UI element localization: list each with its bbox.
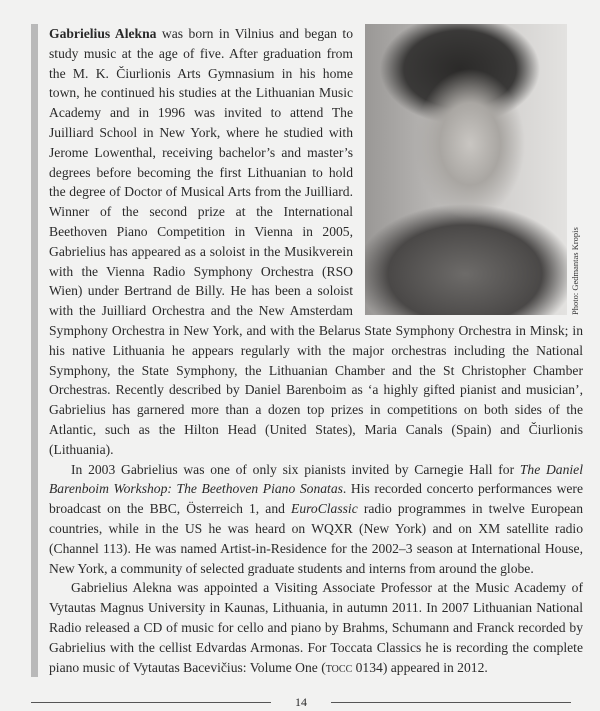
biography-text — [49, 24, 583, 677]
euroclassic: EuroClassic — [291, 501, 358, 517]
paragraph-2 — [49, 460, 583, 579]
portrait-photo — [365, 24, 580, 315]
workshop-title: The Daniel Barenboim Workshop: The Beethoven Piano Sonatas — [49, 461, 583, 497]
page-footer — [31, 693, 571, 711]
page — [31, 0, 583, 711]
p3-text-a: Gabrielius Alekna was appointed a Visiting Associate Professor at the Music Academy of Vytautas Magnus University in Kaunas, Lithuania, in autumn 2011. In 2007 Lithuanian National Radio released a CD of music for cello and piano by Brahms, Schumann and Franck recorded by Gabrielius with the cellist Edvardas Armonas. For Toccata Classics he is recording the complete piano music of Vytautas Bacevičius: Volume One ( — [49, 580, 583, 675]
p2-text-c: . His recorded concerto performances were broadcast on the BBC, Österreich 1, and — [49, 481, 583, 517]
p2-text-e: radio programmes in twelve European countries, while in the US he was heard on WQXR (New York) and on XM satellite radio (Channel 113). He was named Artist-in-Residence for the 2002–3 season at International House, New York, a community of selected graduate students and interns from around the globe. — [49, 501, 584, 576]
footer-rule-right — [331, 702, 571, 703]
page-number: 14 — [295, 695, 307, 710]
photo-credit: Photo: Gedmantas Kropis — [570, 227, 580, 315]
p3-text-c: ) appeared in 2012. — [382, 659, 488, 675]
margin-bar — [31, 24, 583, 677]
paragraph-3 — [49, 578, 583, 677]
p2-text-a: In 2003 Gabrielius was one of only six pianists invited by Carnegie Hall for — [71, 461, 520, 477]
catalogue-number: tocc 0134 — [325, 659, 383, 675]
paragraph-1-text: was born in Vilnius and began to study music at the age of five. After graduation from the M. K. Čiurlionis Arts Gymnasium in his home town, he continued his studies at the Lithuanian Music Academy and in 1996 was invited to attend The Juilliard School in New York, where he studied with Jerome Lowenthal, receiving bachelor’s and master’s degrees before becoming the first Lithuanian to hold the degree of Doctor of Musical Arts from the Juilliard. Winner of the second prize at the International Beethoven Piano Competition in Vienna in 2005, Gabrielius has appeared as a soloist in the Musikverein with the Vienna Radio Symphony Orchestra (RSO Wien) under Bertrand de Billy. He has been a soloist with the Juilliard Orchestra and the New Amsterdam Symphony Orchestra in New York, and with the Belarus State Symphony Orchestra in Minsk; in his native Lithuania he appears regularly with the major orchestras including the National Symphony, the State Symphony, the Lithuanian Chamber and the St Christopher Chamber Orchestras. Recently described by Daniel Barenboim as ‘a highly gifted pianist and musician’, Gabrielius has garnered more than a dozen top prizes in competitions on both sides of the Atlantic, such as the Hilton Head (United States), Maria Canals (Spain) and Čiurlionis (Lithuania). — [49, 26, 583, 457]
artist-name: Gabrielius Alekna — [49, 26, 157, 41]
